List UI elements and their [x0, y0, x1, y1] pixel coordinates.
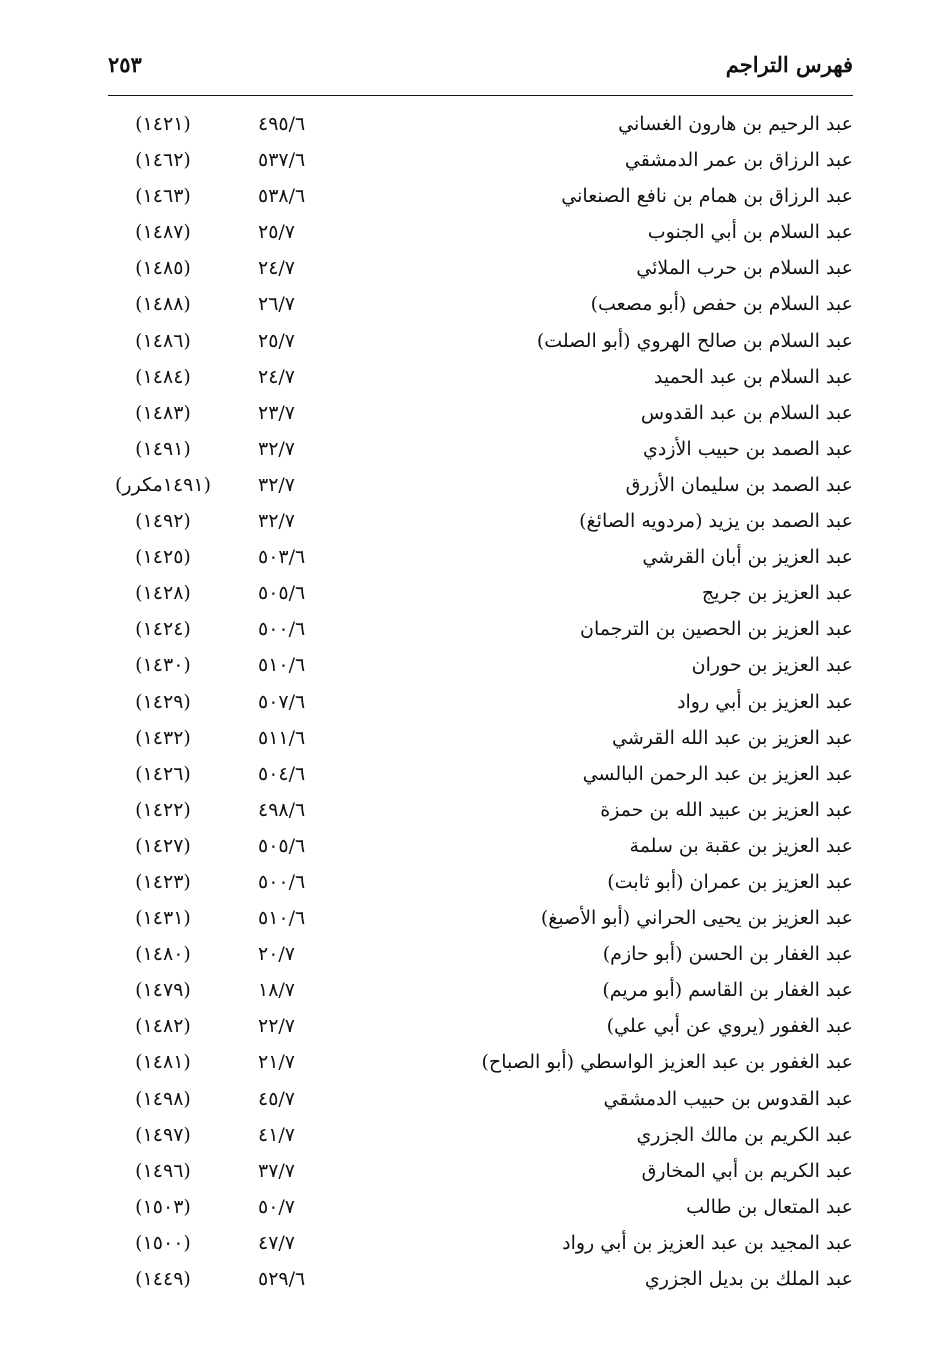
entry-number: (١٤٩٦) — [135, 1159, 191, 1182]
entry-number: (١٤٧٩) — [135, 979, 191, 1002]
index-entry — [108, 110, 853, 146]
entry-volume-page: ٥٠٠/٦ — [258, 870, 306, 893]
index-entry — [108, 1121, 853, 1157]
index-entry — [108, 218, 853, 254]
index-entry — [108, 1085, 853, 1121]
entry-name: عبد الرحيم بن هارون الغساني — [618, 113, 853, 135]
entry-number: (١٤٨١) — [135, 1051, 191, 1074]
biography-index-list — [108, 110, 853, 1301]
entry-number: (١٤٨٠) — [135, 943, 191, 966]
entry-name: عبد السلام بن أبي الجنوب — [647, 221, 853, 244]
entry-volume-page: ٥١١/٦ — [258, 726, 306, 749]
entry-volume-page: ٢١/٧ — [258, 1051, 296, 1074]
index-entry — [108, 435, 853, 471]
index-entry — [108, 290, 853, 326]
entry-number: (١٤٤٩) — [135, 1268, 191, 1290]
index-entry — [108, 254, 853, 290]
entry-name: عبد العزيز بن الحصين بن الترجمان — [580, 618, 853, 641]
index-entry — [108, 1265, 853, 1301]
entry-name: عبد العزيز بن عبيد الله بن حمزة — [600, 798, 853, 821]
index-entry — [108, 363, 853, 399]
entry-volume-page: ٤٩٨/٦ — [258, 798, 306, 821]
entry-name: عبد الكريم بن أبي المخارق — [641, 1159, 853, 1182]
entry-number: (١٤٦٣) — [135, 185, 191, 208]
entry-number: (١٤٨٧) — [135, 221, 191, 244]
entry-volume-page: ٥٣٧/٦ — [258, 149, 306, 172]
entry-number: (١٤٣١) — [135, 907, 191, 930]
entry-volume-page: ٣٧/٧ — [258, 1159, 296, 1182]
entry-number: (١٤٢١) — [135, 113, 191, 135]
entry-number: (١٤٢٤) — [135, 618, 191, 641]
entry-volume-page: ٢٥/٧ — [258, 329, 296, 352]
entry-name: عبد الرزاق بن همام بن نافع الصنعاني — [561, 185, 853, 208]
index-entry — [108, 940, 853, 976]
entry-number: (١٤٩٧) — [135, 1123, 191, 1146]
entry-name: عبد الغفار بن القاسم (أبو مريم) — [602, 979, 853, 1002]
entry-name: عبد المجيد بن عبد العزيز بن أبي رواد — [562, 1231, 853, 1254]
entry-name: عبد الغفار بن الحسن (أبو حازم) — [602, 943, 853, 966]
index-entry — [108, 796, 853, 832]
entry-number: (١٤٩٢) — [135, 510, 191, 533]
index-entry — [108, 146, 853, 182]
entry-volume-page: ٥٠/٧ — [258, 1195, 296, 1218]
entry-number: (١٤٢٦) — [135, 762, 191, 785]
entry-number: (١٥٠٣) — [135, 1195, 191, 1218]
entry-volume-page: ٥١٠/٦ — [258, 654, 306, 677]
entry-volume-page: ٤١/٧ — [258, 1123, 296, 1146]
index-entry — [108, 1048, 853, 1084]
entry-volume-page: ٣٢/٧ — [258, 510, 296, 533]
page-number: ٢٥٣ — [108, 52, 142, 77]
entry-volume-page: ٣٢/٧ — [258, 473, 296, 496]
entry-name: عبد الكريم بن مالك الجزري — [636, 1123, 853, 1146]
entry-name: عبد الرزاق بن عمر الدمشقي — [624, 149, 853, 172]
entry-volume-page: ٢٤/٧ — [258, 257, 296, 280]
index-entry — [108, 543, 853, 579]
entry-volume-page: ٥٠٣/٦ — [258, 546, 306, 569]
entry-number: (١٤٦٢) — [135, 149, 191, 172]
index-entry — [108, 182, 853, 218]
entry-name: عبد العزيز بن عمران (أبو ثابت) — [607, 870, 853, 893]
entry-number: (١٤٩٨) — [135, 1087, 191, 1110]
entry-volume-page: ٣٢/٧ — [258, 437, 296, 460]
index-entry — [108, 507, 853, 543]
entry-number: (١٤٨٥) — [135, 257, 191, 280]
index-entry — [108, 1012, 853, 1048]
index-entry — [108, 760, 853, 796]
index-entry — [108, 724, 853, 760]
index-entry — [108, 904, 853, 940]
entry-volume-page: ٢٢/٧ — [258, 1015, 296, 1038]
entry-volume-page: ٥٠٠/٦ — [258, 618, 306, 641]
entry-volume-page: ٥١٠/٦ — [258, 907, 306, 930]
entry-name: عبد العزيز بن جريج — [701, 582, 853, 605]
entry-name: عبد العزيز بن عبد الله القرشي — [612, 726, 853, 749]
running-title: فهرس التراجم — [725, 52, 853, 77]
entry-name: عبد السلام بن عبد الحميد — [653, 365, 853, 388]
entry-volume-page: ٢٣/٧ — [258, 401, 296, 424]
page-header — [108, 48, 853, 88]
entry-name: عبد الغفور بن عبد العزيز الواسطي (أبو الصباح) — [481, 1051, 853, 1074]
entry-volume-page: ٥٠٥/٦ — [258, 834, 306, 857]
entry-number: (١٤٢٨) — [135, 582, 191, 605]
entry-number: (١٤٩١) — [135, 437, 191, 460]
entry-volume-page: ٤٥/٧ — [258, 1087, 296, 1110]
entry-name: عبد الصمد بن حبيب الأزدي — [643, 437, 853, 460]
entry-name: عبد السلام بن صالح الهروي (أبو الصلت) — [536, 329, 853, 352]
entry-name: عبد العزيز بن أبان القرشي — [642, 546, 853, 569]
header-rule — [108, 95, 853, 96]
entry-name: عبد العزيز بن يحيى الحراني (أبو الأصبغ) — [540, 907, 853, 930]
entry-volume-page: ٤٩٥/٦ — [258, 113, 306, 135]
entry-number: (١٤٨٣) — [135, 401, 191, 424]
index-entry — [108, 976, 853, 1012]
entry-name: عبد الغفور (يروي عن أبي علي) — [606, 1015, 853, 1038]
index-entry — [108, 1229, 853, 1265]
entry-number: (١٤٢٣) — [135, 870, 191, 893]
index-entry — [108, 327, 853, 363]
entry-name: عبد العزيز بن عبد الرحمن البالسي — [582, 762, 853, 785]
entry-name: عبد الصمد بن سليمان الأزرق — [625, 473, 853, 496]
entry-number: (١٤٢٥) — [135, 546, 191, 569]
entry-name: عبد السلام بن حرب الملائي — [636, 257, 853, 280]
index-entry — [108, 399, 853, 435]
entry-volume-page: ٤٧/٧ — [258, 1231, 296, 1254]
entry-volume-page: ٢٦/٧ — [258, 293, 296, 316]
entry-number: (١٥٠٠) — [135, 1231, 191, 1254]
entry-number: (١٤٨٤) — [135, 365, 191, 388]
entry-number: (١٤٨٢) — [135, 1015, 191, 1038]
entry-volume-page: ٢٠/٧ — [258, 943, 296, 966]
entry-number: (١٤٢٩) — [135, 690, 191, 713]
entry-name: عبد العزيز بن حوران — [691, 654, 853, 677]
entry-number: (١٤٨٦) — [135, 329, 191, 352]
entry-volume-page: ٥٠٧/٦ — [258, 690, 306, 713]
entry-volume-page: ٥٣٨/٦ — [258, 185, 306, 208]
entry-volume-page: ٥٢٩/٦ — [258, 1268, 306, 1290]
index-entry — [108, 579, 853, 615]
index-entry — [108, 615, 853, 651]
entry-volume-page: ٢٤/٧ — [258, 365, 296, 388]
entry-name: عبد المتعال بن طالب — [686, 1195, 853, 1218]
index-entry — [108, 832, 853, 868]
entry-name: عبد السلام بن عبد القدوس — [640, 401, 853, 424]
entry-name: عبد الملك بن بديل الجزري — [644, 1268, 853, 1290]
index-entry — [108, 471, 853, 507]
entry-number: (١٤٢٧) — [135, 834, 191, 857]
index-entry — [108, 1193, 853, 1229]
entry-volume-page: ٥٠٥/٦ — [258, 582, 306, 605]
index-entry — [108, 1157, 853, 1193]
entry-volume-page: ١٨/٧ — [258, 979, 296, 1002]
entry-name: عبد العزيز بن أبي رواد — [677, 690, 853, 713]
entry-volume-page: ٥٠٤/٦ — [258, 762, 306, 785]
entry-name: عبد العزيز بن عقبة بن سلمة — [629, 834, 853, 857]
entry-number: (١٤٩١مكرر) — [115, 473, 211, 496]
entry-number: (١٤٨٨) — [135, 293, 191, 316]
entry-name: عبد السلام بن حفص (أبو مصعب) — [590, 293, 853, 316]
entry-name: عبد القدوس بن حبيب الدمشقي — [603, 1087, 853, 1110]
entry-number: (١٤٢٢) — [135, 798, 191, 821]
entry-number: (١٤٣٠) — [135, 654, 191, 677]
entry-number: (١٤٣٢) — [135, 726, 191, 749]
index-entry — [108, 868, 853, 904]
entry-volume-page: ٢٥/٧ — [258, 221, 296, 244]
index-entry — [108, 651, 853, 687]
entry-name: عبد الصمد بن يزيد (مردويه الصائغ) — [579, 510, 853, 533]
index-entry — [108, 688, 853, 724]
